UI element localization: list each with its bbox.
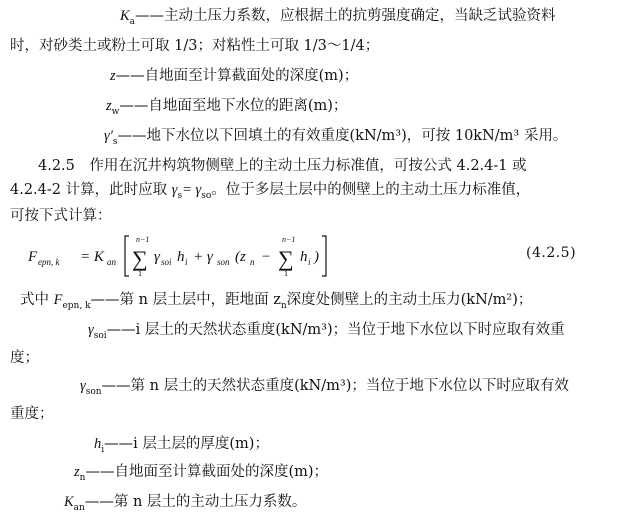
line-zn: $z_n——$自地面至计算截面处的深度(m)； — [74, 464, 329, 483]
formula-lhs: F — [28, 249, 38, 265]
formula-eq: = K — [80, 249, 104, 265]
term1: γ — [154, 249, 160, 265]
section-4-2-5-line3: 可按下式计算： — [10, 208, 112, 224]
paren-sub: n — [250, 257, 255, 267]
sum1-bottom: 1 — [138, 269, 142, 278]
line-gamma-son: $\gamma_{son}——$第 n 层土的天然状态重度(kN/m³)；当位于地下水位以下时应取有效 — [80, 378, 569, 397]
term1-tail-sub: i — [185, 257, 188, 267]
line-gamma-soi: $\gamma_{soi}——i$ 层土的天然状态重度(kN/m³)；当位于地下水位以下时应取有效重 — [88, 322, 565, 341]
section-4-2-5-line2: 4.2.4-2 计算，此时应取 $\gamma_s= \gamma_{so}$。位于多层土层中的侧壁上的主动土压力标准值， — [10, 182, 531, 201]
sum1-sigma-icon: ∑ — [132, 246, 148, 271]
term3: h — [300, 249, 308, 265]
paren-open: (z — [235, 249, 246, 265]
section-4-2-5: 4.2.5 作用在沉井构筑物侧壁上的主动土压力标准值，可按公式 4.2.4-1 或 — [38, 158, 527, 174]
term1-tail: h — [177, 249, 185, 265]
formula-lhs-sub: epn, k — [38, 257, 60, 267]
line-ka-cont: 时，对砂类土或粉土可取 1/3；对粘性土可取 1/3～1/4； — [10, 38, 380, 54]
line-hi: $h_i——i$ 层土层的厚度(m)； — [94, 436, 269, 455]
minus: − — [262, 249, 271, 265]
sum2-sigma-icon: ∑ — [278, 246, 294, 271]
line-gamma-s-prime: $\gamma'_s——$地下水位以下回填土的有效重度(kN/m³)，可按 10kN/m³ 采用。 — [104, 128, 568, 147]
term3-sub: i — [308, 257, 311, 267]
term2: + γ — [193, 249, 213, 265]
sum2-bottom: 1 — [284, 269, 288, 278]
line-fepnk: 式中 $F_{epn, k}——$第 n 层土层中，距地面 $z_n$深度处侧壁上的主动土压力(kN/m²)； — [20, 292, 533, 311]
formula-k-sub: an — [107, 257, 116, 267]
equation-number: (4.2.5) — [526, 245, 577, 261]
paren-close: ) — [314, 249, 319, 265]
sum2-top: n−1 — [282, 235, 296, 244]
line-ka: $K_a——$主动土压力系数，应根据土的抗剪强度确定，当缺乏试验资料 — [120, 8, 556, 27]
left-bracket — [125, 236, 129, 276]
sum1-top: n−1 — [136, 235, 150, 244]
line-kan: $K_{an}——$第 n 层土的主动土压力系数。 — [64, 494, 307, 513]
line-gamma-son-cont: 重度； — [10, 406, 54, 422]
term2-sub: son — [217, 257, 230, 267]
right-bracket — [322, 236, 326, 276]
line-z: z——自地面至计算截面处的深度(m)； — [110, 68, 359, 84]
line-gamma-soi-cont: 度； — [10, 350, 39, 366]
line-zw: $z_w——$自地面至地下水位的距离(m)； — [106, 98, 348, 117]
term1-sub: soi — [161, 257, 172, 267]
